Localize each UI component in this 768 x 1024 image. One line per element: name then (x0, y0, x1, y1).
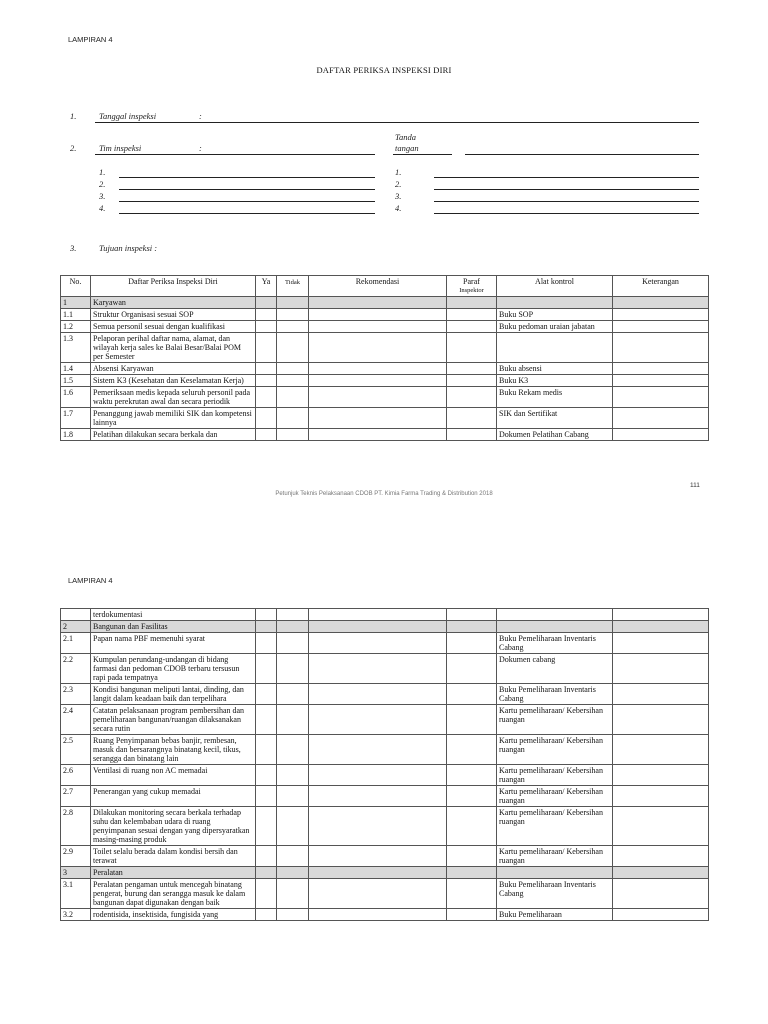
header-paraf-text: Paraf (463, 277, 480, 286)
team-number: 3. (99, 191, 106, 201)
paraf-cell[interactable] (447, 429, 497, 441)
tujuan-inspeksi-label: Tujuan inspeksi : (99, 243, 158, 253)
keterangan-cell[interactable] (613, 807, 709, 846)
table-header-row (61, 276, 709, 297)
ya-cell[interactable] (256, 621, 277, 633)
team-number: 4. (99, 203, 106, 213)
keterangan-cell[interactable] (613, 684, 709, 705)
table-row (61, 705, 709, 735)
alat-kontrol-cell (497, 867, 613, 879)
ya-cell[interactable] (256, 309, 277, 321)
row-number-cell: 3 (61, 867, 91, 879)
table-row (61, 846, 709, 867)
paraf-cell[interactable] (447, 846, 497, 867)
ya-cell[interactable] (256, 408, 277, 429)
alat-kontrol-cell: Buku Pemeliharaan Inventaris Cabang (497, 633, 613, 654)
alat-kontrol-cell (497, 297, 613, 309)
rekomendasi-cell[interactable] (309, 633, 447, 654)
team-member-line[interactable] (119, 201, 375, 202)
alat-kontrol-cell: Kartu pemeliharaan/ Kebersihan ruangan (497, 786, 613, 807)
tidak-cell[interactable] (277, 375, 309, 387)
ya-cell[interactable] (256, 297, 277, 309)
tidak-cell[interactable] (277, 363, 309, 375)
checklist-item-cell: Sistem K3 (Kesehatan dan Keselamatan Kerja) (91, 375, 256, 387)
table-row (61, 363, 709, 375)
tidak-cell[interactable] (277, 786, 309, 807)
tanda-tangan-line[interactable] (465, 154, 699, 155)
checklist-item-cell: Ventilasi di ruang non AC memadai (91, 765, 256, 786)
paraf-cell[interactable] (447, 408, 497, 429)
rekomendasi-cell[interactable] (309, 321, 447, 333)
checklist-item-cell: Struktur Organisasi sesuai SOP (91, 309, 256, 321)
header-rekomendasi: Rekomendasi (309, 276, 447, 297)
row-number-cell: 2.2 (61, 654, 91, 684)
keterangan-cell[interactable] (613, 609, 709, 621)
section-row (61, 621, 709, 633)
rekomendasi-cell[interactable] (309, 333, 447, 363)
tidak-cell[interactable] (277, 807, 309, 846)
rekomendasi-cell[interactable] (309, 654, 447, 684)
signature-line[interactable] (434, 177, 699, 178)
checklist-item-cell: Kumpulan perundang-undangan di bidang farmasi dan pedoman CDOB terbaru tersusun rapi pada tempatnya (91, 654, 256, 684)
row-number-cell: 2.5 (61, 735, 91, 765)
table-row (61, 909, 709, 921)
row-number-cell: 1.6 (61, 387, 91, 408)
ya-cell[interactable] (256, 363, 277, 375)
alat-kontrol-cell: Buku K3 (497, 375, 613, 387)
keterangan-cell[interactable] (613, 735, 709, 765)
table-row (61, 654, 709, 684)
checklist-item-cell: Pelatihan dilakukan secara berkala dan (91, 429, 256, 441)
tidak-cell[interactable] (277, 879, 309, 909)
field-2-number: 2. (70, 143, 77, 153)
rekomendasi-cell[interactable] (309, 807, 447, 846)
keterangan-cell[interactable] (613, 429, 709, 441)
signature-line[interactable] (434, 213, 699, 214)
team-member-line[interactable] (119, 213, 375, 214)
row-number-cell: 2.3 (61, 684, 91, 705)
tanda-tangan-label-2: tangan (395, 143, 419, 153)
alat-kontrol-cell: SIK dan Sertifikat (497, 408, 613, 429)
header-ya: Ya (256, 276, 277, 297)
ya-cell[interactable] (256, 654, 277, 684)
tidak-cell[interactable] (277, 633, 309, 654)
keterangan-cell[interactable] (613, 387, 709, 408)
table-row (61, 879, 709, 909)
alat-kontrol-cell: Dokumen Pelatihan Cabang (497, 429, 613, 441)
team-member-line[interactable] (119, 189, 375, 190)
ya-cell[interactable] (256, 786, 277, 807)
table-row (61, 807, 709, 846)
ya-cell[interactable] (256, 321, 277, 333)
lampiran-label: LAMPIRAN 4 (68, 35, 113, 44)
ya-cell[interactable] (256, 633, 277, 654)
keterangan-cell[interactable] (613, 867, 709, 879)
tidak-cell[interactable] (277, 909, 309, 921)
lampiran-label-page-2: LAMPIRAN 4 (68, 576, 113, 585)
tidak-cell[interactable] (277, 765, 309, 786)
paraf-cell[interactable] (447, 321, 497, 333)
keterangan-cell[interactable] (613, 363, 709, 375)
tidak-cell[interactable] (277, 297, 309, 309)
keterangan-cell[interactable] (613, 321, 709, 333)
table-row (61, 387, 709, 408)
keterangan-cell[interactable] (613, 909, 709, 921)
table-row (61, 786, 709, 807)
table-row (61, 408, 709, 429)
rekomendasi-cell[interactable] (309, 765, 447, 786)
paraf-cell[interactable] (447, 867, 497, 879)
row-number-cell: 2.9 (61, 846, 91, 867)
document-title: DAFTAR PERIKSA INSPEKSI DIRI (316, 65, 452, 75)
rekomendasi-cell[interactable] (309, 867, 447, 879)
tanggal-inspeksi-label: Tanggal inspeksi (99, 111, 157, 121)
keterangan-cell[interactable] (613, 621, 709, 633)
ya-cell[interactable] (256, 846, 277, 867)
paraf-cell[interactable] (447, 684, 497, 705)
tidak-cell[interactable] (277, 609, 309, 621)
paraf-cell[interactable] (447, 735, 497, 765)
checklist-item-cell: rodentisida, insektisida, fungisida yang (91, 909, 256, 921)
keterangan-cell[interactable] (613, 297, 709, 309)
ya-cell[interactable] (256, 807, 277, 846)
table-row (61, 609, 709, 621)
rekomendasi-cell[interactable] (309, 684, 447, 705)
ya-cell[interactable] (256, 909, 277, 921)
table-row (61, 735, 709, 765)
field-1-colon: : (199, 111, 202, 121)
keterangan-cell[interactable] (613, 654, 709, 684)
rekomendasi-cell[interactable] (309, 879, 447, 909)
row-number-cell: 1 (61, 297, 91, 309)
checklist-item-cell: Kondisi bangunan meliputi lantai, dinding, dan langit dalam keadaan baik dan terpelihara (91, 684, 256, 705)
tidak-cell[interactable] (277, 621, 309, 633)
checklist-item-cell: Absensi Karyawan (91, 363, 256, 375)
paraf-cell[interactable] (447, 807, 497, 846)
page-footer: Petunjuk Teknis Pelaksanaan CDOB PT. Kimia Farma Trading & Distribution 2018 (275, 491, 493, 497)
tanda-tangan-line-short (393, 154, 452, 155)
tidak-cell[interactable] (277, 333, 309, 363)
page-number: 111 (690, 482, 700, 489)
paraf-cell[interactable] (447, 375, 497, 387)
ya-cell[interactable] (256, 387, 277, 408)
signature-number: 2. (395, 179, 402, 189)
rekomendasi-cell[interactable] (309, 429, 447, 441)
alat-kontrol-cell: Buku Rekam medis (497, 387, 613, 408)
paraf-cell[interactable] (447, 765, 497, 786)
paraf-cell[interactable] (447, 297, 497, 309)
ya-cell[interactable] (256, 765, 277, 786)
table-row (61, 765, 709, 786)
paraf-cell[interactable] (447, 363, 497, 375)
checklist-table-page-1 (60, 275, 709, 441)
checklist-item-cell: Toilet selalu berada dalam kondisi bersih dan terawat (91, 846, 256, 867)
field-2-colon: : (199, 143, 202, 153)
row-number-cell: 1.5 (61, 375, 91, 387)
tidak-cell[interactable] (277, 705, 309, 735)
keterangan-cell[interactable] (613, 879, 709, 909)
paraf-cell[interactable] (447, 909, 497, 921)
checklist-item-cell: Papan nama PBF memenuhi syarat (91, 633, 256, 654)
paraf-cell[interactable] (447, 786, 497, 807)
ya-cell[interactable] (256, 375, 277, 387)
rekomendasi-cell[interactable] (309, 609, 447, 621)
rekomendasi-cell[interactable] (309, 363, 447, 375)
alat-kontrol-cell: Buku absensi (497, 363, 613, 375)
team-member-line[interactable] (119, 177, 375, 178)
ya-cell[interactable] (256, 684, 277, 705)
ya-cell[interactable] (256, 879, 277, 909)
checklist-item-cell: Penanggung jawab memiliki SIK dan kompetensi lainnya (91, 408, 256, 429)
alat-kontrol-cell (497, 609, 613, 621)
checklist-item-cell: Penerangan yang cukup memadai (91, 786, 256, 807)
row-number-cell: 2.6 (61, 765, 91, 786)
header-paraf (447, 276, 497, 297)
ya-cell[interactable] (256, 867, 277, 879)
header-no: No. (61, 276, 91, 297)
paraf-cell[interactable] (447, 633, 497, 654)
tanggal-inspeksi-line[interactable] (95, 122, 699, 123)
row-number-cell: 1.4 (61, 363, 91, 375)
rekomendasi-cell[interactable] (309, 705, 447, 735)
header-tidak (277, 276, 309, 297)
ya-cell[interactable] (256, 429, 277, 441)
signature-number: 3. (395, 191, 402, 201)
signature-number: 1. (395, 167, 402, 177)
ya-cell[interactable] (256, 735, 277, 765)
team-number: 1. (99, 167, 106, 177)
table-row (61, 684, 709, 705)
keterangan-cell[interactable] (613, 309, 709, 321)
keterangan-cell[interactable] (613, 786, 709, 807)
tidak-cell[interactable] (277, 867, 309, 879)
paraf-cell[interactable] (447, 705, 497, 735)
row-number-cell: 1.1 (61, 309, 91, 321)
header-tidak-text: Tidak (285, 279, 300, 286)
alat-kontrol-cell: Kartu pemeliharaan/ Kebersihan ruangan (497, 807, 613, 846)
row-number-cell: 2.7 (61, 786, 91, 807)
rekomendasi-cell[interactable] (309, 309, 447, 321)
row-number-cell (61, 609, 91, 621)
paraf-cell[interactable] (447, 654, 497, 684)
paraf-cell[interactable] (447, 309, 497, 321)
row-number-cell: 1.8 (61, 429, 91, 441)
rekomendasi-cell[interactable] (309, 621, 447, 633)
ya-cell[interactable] (256, 333, 277, 363)
keterangan-cell[interactable] (613, 333, 709, 363)
row-number-cell: 1.2 (61, 321, 91, 333)
table-row (61, 333, 709, 363)
keterangan-cell[interactable] (613, 846, 709, 867)
rekomendasi-cell[interactable] (309, 408, 447, 429)
tanda-tangan-label-1: Tanda (395, 132, 416, 142)
keterangan-cell[interactable] (613, 375, 709, 387)
alat-kontrol-cell: Buku Pemeliharaan Inventaris Cabang (497, 684, 613, 705)
row-number-cell: 1.3 (61, 333, 91, 363)
keterangan-cell[interactable] (613, 705, 709, 735)
table-row (61, 309, 709, 321)
alat-kontrol-cell: Kartu pemeliharaan/ Kebersihan ruangan (497, 705, 613, 735)
rekomendasi-cell[interactable] (309, 375, 447, 387)
checklist-item-cell: Karyawan (91, 297, 256, 309)
header-keterangan: Keterangan (613, 276, 709, 297)
checklist-item-cell: Peralatan (91, 867, 256, 879)
alat-kontrol-cell (497, 621, 613, 633)
paraf-cell[interactable] (447, 621, 497, 633)
tidak-cell[interactable] (277, 321, 309, 333)
checklist-item-cell: Pelaporan perihal daftar nama, alamat, dan wilayah kerja sales ke Balai Besar/Balai POM per Semester (91, 333, 256, 363)
tidak-cell[interactable] (277, 408, 309, 429)
tidak-cell[interactable] (277, 309, 309, 321)
keterangan-cell[interactable] (613, 633, 709, 654)
checklist-item-cell: Catatan pelaksanaan program pembersihan dan pemeliharaan bangunan/ruangan dilaksanakan secara rutin (91, 705, 256, 735)
signature-line[interactable] (434, 201, 699, 202)
row-number-cell: 2.8 (61, 807, 91, 846)
alat-kontrol-cell: Buku pedoman uraian jabatan (497, 321, 613, 333)
signature-line[interactable] (434, 189, 699, 190)
row-number-cell: 2.4 (61, 705, 91, 735)
field-1-number: 1. (70, 111, 77, 121)
section-row (61, 297, 709, 309)
alat-kontrol-cell (497, 333, 613, 363)
alat-kontrol-cell: Buku SOP (497, 309, 613, 321)
tim-inspeksi-line[interactable] (95, 154, 375, 155)
alat-kontrol-cell: Dokumen cabang (497, 654, 613, 684)
ya-cell[interactable] (256, 609, 277, 621)
tim-inspeksi-label: Tim inspeksi (99, 143, 142, 153)
alat-kontrol-cell: Kartu pemeliharaan/ Kebersihan ruangan (497, 735, 613, 765)
section-row (61, 867, 709, 879)
checklist-item-cell: Peralatan pengaman untuk mencegah binatang pengerat, burung dan serangga masuk ke dalam bangunan dapat digunakan dengan baik (91, 879, 256, 909)
paraf-cell[interactable] (447, 333, 497, 363)
tidak-cell[interactable] (277, 429, 309, 441)
alat-kontrol-cell: Buku Pemeliharaan (497, 909, 613, 921)
tidak-cell[interactable] (277, 684, 309, 705)
table-row (61, 375, 709, 387)
rekomendasi-cell[interactable] (309, 909, 447, 921)
row-number-cell: 2 (61, 621, 91, 633)
paraf-cell[interactable] (447, 387, 497, 408)
alat-kontrol-cell: Kartu pemeliharaan/ Kebersihan ruangan (497, 765, 613, 786)
team-number: 2. (99, 179, 106, 189)
tidak-cell[interactable] (277, 387, 309, 408)
header-paraf-sub: Inspektor (459, 287, 484, 294)
alat-kontrol-cell: Kartu pemeliharaan/ Kebersihan ruangan (497, 846, 613, 867)
rekomendasi-cell[interactable] (309, 387, 447, 408)
checklist-table-page-2 (60, 608, 709, 921)
tidak-cell[interactable] (277, 846, 309, 867)
table-row (61, 321, 709, 333)
checklist-item-cell: Bangunan dan Fasilitas (91, 621, 256, 633)
table-row (61, 633, 709, 654)
row-number-cell: 2.1 (61, 633, 91, 654)
paraf-cell[interactable] (447, 879, 497, 909)
keterangan-cell[interactable] (613, 765, 709, 786)
keterangan-cell[interactable] (613, 408, 709, 429)
rekomendasi-cell[interactable] (309, 735, 447, 765)
checklist-item-cell: terdokumentasi (91, 609, 256, 621)
tidak-cell[interactable] (277, 654, 309, 684)
row-number-cell: 1.7 (61, 408, 91, 429)
checklist-item-cell: Dilakukan monitoring secara berkala terhadap suhu dan kelembaban udara di ruang penyimpanan sesuai dengan yang dipersyaratkan masing-masing produk (91, 807, 256, 846)
alat-kontrol-cell: Buku Pemeliharaan Inventaris Cabang (497, 879, 613, 909)
signature-number: 4. (395, 203, 402, 213)
table-row (61, 429, 709, 441)
rekomendasi-cell[interactable] (309, 846, 447, 867)
checklist-item-cell: Semua personil sesuai dengan kualifikasi (91, 321, 256, 333)
header-alat-kontrol: Alat kontrol (497, 276, 613, 297)
checklist-item-cell: Ruang Penyimpanan bebas banjir, rembesan, masuk dan bersarangnya binatang kecil, tikus, serangga dan binatang lain (91, 735, 256, 765)
ya-cell[interactable] (256, 705, 277, 735)
paraf-cell[interactable] (447, 609, 497, 621)
rekomendasi-cell[interactable] (309, 297, 447, 309)
row-number-cell: 3.2 (61, 909, 91, 921)
row-number-cell: 3.1 (61, 879, 91, 909)
tidak-cell[interactable] (277, 735, 309, 765)
rekomendasi-cell[interactable] (309, 786, 447, 807)
field-3-number: 3. (70, 243, 77, 253)
header-daftar-periksa: Daftar Periksa Inspeksi Diri (91, 276, 256, 297)
checklist-item-cell: Pemeriksaan medis kepada seluruh personil pada waktu perekrutan awal dan secara periodik (91, 387, 256, 408)
